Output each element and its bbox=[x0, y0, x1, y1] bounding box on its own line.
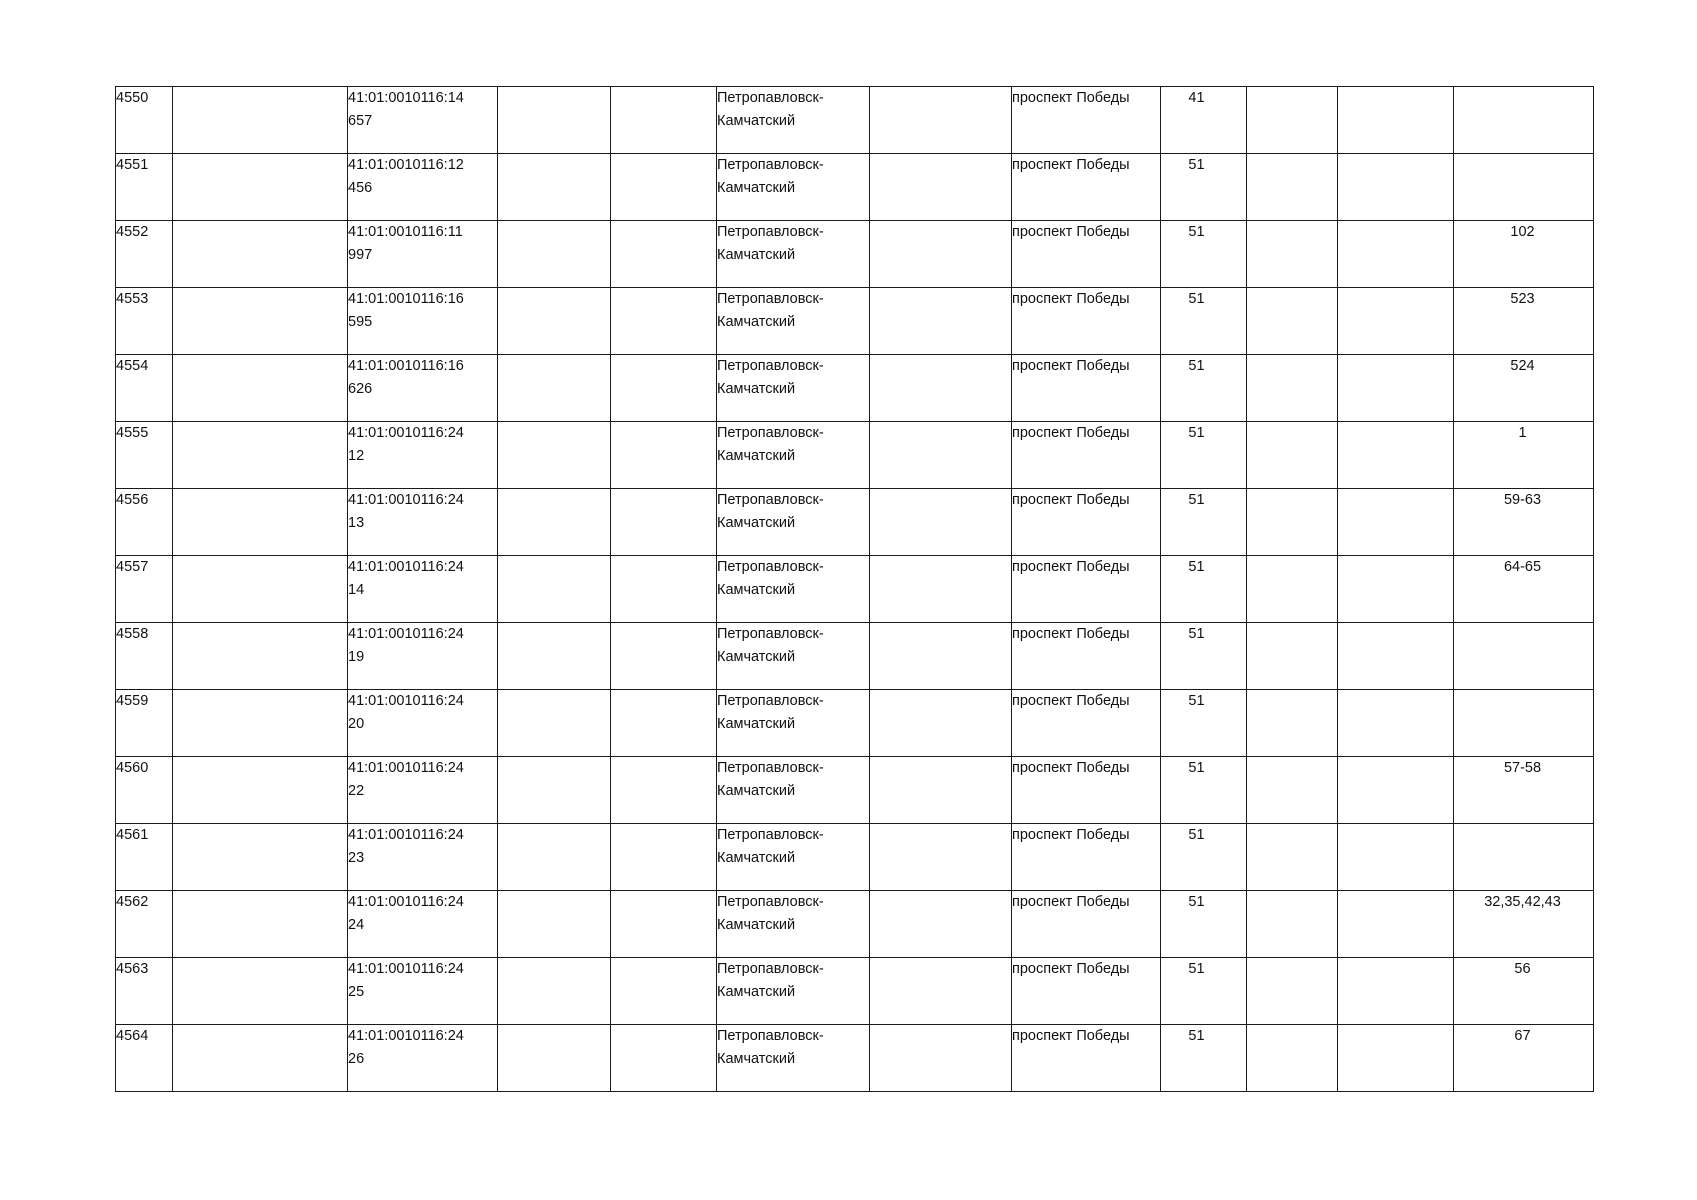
street-text: проспект Победы bbox=[1012, 157, 1130, 173]
empty-cell bbox=[173, 690, 348, 757]
street-cell bbox=[1012, 87, 1161, 154]
empty-cell bbox=[1247, 690, 1338, 757]
table-row bbox=[116, 757, 1594, 824]
street-cell bbox=[1012, 1025, 1161, 1092]
house-number-text: 51 bbox=[1188, 894, 1205, 910]
cadastral-number-cell bbox=[348, 489, 498, 556]
record-number-text: 4551 bbox=[116, 157, 149, 173]
city-text: Петропавловск- Камчатский bbox=[717, 425, 824, 464]
table-row bbox=[116, 1025, 1594, 1092]
empty-cell bbox=[173, 221, 348, 288]
apartment-text: 102 bbox=[1510, 224, 1535, 240]
house-number-cell bbox=[1161, 623, 1247, 690]
cadastral-number-text: 41:01:0010116:16 595 bbox=[348, 291, 464, 330]
cadastral-number-text: 41:01:0010116:24 20 bbox=[348, 693, 464, 732]
street-cell bbox=[1012, 489, 1161, 556]
city-text: Петропавловск- Камчатский bbox=[717, 894, 824, 933]
empty-cell bbox=[498, 556, 611, 623]
empty-cell bbox=[870, 757, 1012, 824]
empty-cell bbox=[611, 87, 717, 154]
record-number-cell bbox=[116, 288, 173, 355]
empty-cell bbox=[611, 489, 717, 556]
street-text: проспект Победы bbox=[1012, 693, 1130, 709]
apartment-cell bbox=[1454, 87, 1594, 154]
street-cell bbox=[1012, 154, 1161, 221]
record-number-text: 4556 bbox=[116, 492, 149, 508]
table-row bbox=[116, 355, 1594, 422]
city-text: Петропавловск- Камчатский bbox=[717, 626, 824, 665]
empty-cell bbox=[498, 690, 611, 757]
record-number-cell bbox=[116, 556, 173, 623]
empty-cell bbox=[173, 154, 348, 221]
empty-cell bbox=[1247, 556, 1338, 623]
empty-cell bbox=[1338, 154, 1454, 221]
table-row bbox=[116, 489, 1594, 556]
street-text: проспект Победы bbox=[1012, 358, 1130, 374]
cadastral-number-text: 41:01:0010116:11 997 bbox=[348, 224, 463, 263]
city-cell bbox=[717, 288, 870, 355]
empty-cell bbox=[498, 489, 611, 556]
empty-cell bbox=[611, 690, 717, 757]
empty-cell bbox=[611, 556, 717, 623]
city-cell bbox=[717, 154, 870, 221]
city-text: Петропавловск- Камчатский bbox=[717, 760, 824, 799]
apartment-text: 67 bbox=[1514, 1028, 1531, 1044]
apartment-text: 59-63 bbox=[1503, 492, 1542, 508]
empty-cell bbox=[1338, 422, 1454, 489]
empty-cell bbox=[498, 958, 611, 1025]
registry-table bbox=[115, 86, 1594, 1092]
city-text: Петропавловск- Камчатский bbox=[717, 693, 824, 732]
city-cell bbox=[717, 1025, 870, 1092]
cadastral-number-cell bbox=[348, 288, 498, 355]
record-number-text: 4562 bbox=[116, 894, 149, 910]
house-number-text: 51 bbox=[1188, 693, 1205, 709]
empty-cell bbox=[611, 824, 717, 891]
city-cell bbox=[717, 87, 870, 154]
empty-cell bbox=[1247, 355, 1338, 422]
cadastral-number-text: 41:01:0010116:24 13 bbox=[348, 492, 464, 531]
empty-cell bbox=[870, 422, 1012, 489]
table-row bbox=[116, 958, 1594, 1025]
empty-cell bbox=[1338, 757, 1454, 824]
empty-cell bbox=[870, 87, 1012, 154]
house-number-text: 41 bbox=[1188, 90, 1205, 106]
city-cell bbox=[717, 422, 870, 489]
table-row bbox=[116, 154, 1594, 221]
empty-cell bbox=[498, 824, 611, 891]
empty-cell bbox=[1338, 1025, 1454, 1092]
record-number-cell bbox=[116, 489, 173, 556]
city-cell bbox=[717, 221, 870, 288]
empty-cell bbox=[1338, 556, 1454, 623]
empty-cell bbox=[173, 891, 348, 958]
empty-cell bbox=[1247, 154, 1338, 221]
cadastral-number-text: 41:01:0010116:24 23 bbox=[348, 827, 464, 866]
cadastral-number-cell bbox=[348, 355, 498, 422]
empty-cell bbox=[1247, 288, 1338, 355]
empty-cell bbox=[1247, 824, 1338, 891]
table-row bbox=[116, 891, 1594, 958]
record-number-cell bbox=[116, 154, 173, 221]
empty-cell bbox=[1247, 87, 1338, 154]
city-cell bbox=[717, 958, 870, 1025]
apartment-cell bbox=[1454, 623, 1594, 690]
apartment-text: 64-65 bbox=[1503, 559, 1542, 575]
house-number-cell bbox=[1161, 958, 1247, 1025]
city-text: Петропавловск- Камчатский bbox=[717, 1028, 824, 1067]
city-text: Петропавловск- Камчатский bbox=[717, 358, 824, 397]
house-number-cell bbox=[1161, 1025, 1247, 1092]
cadastral-number-cell bbox=[348, 958, 498, 1025]
record-number-cell bbox=[116, 958, 173, 1025]
city-text: Петропавловск- Камчатский bbox=[717, 559, 824, 598]
street-cell bbox=[1012, 891, 1161, 958]
house-number-cell bbox=[1161, 824, 1247, 891]
empty-cell bbox=[870, 1025, 1012, 1092]
empty-cell bbox=[1247, 757, 1338, 824]
house-number-cell bbox=[1161, 87, 1247, 154]
street-cell bbox=[1012, 221, 1161, 288]
empty-cell bbox=[173, 1025, 348, 1092]
cadastral-number-cell bbox=[348, 154, 498, 221]
empty-cell bbox=[1338, 824, 1454, 891]
cadastral-number-text: 41:01:0010116:12 456 bbox=[348, 157, 464, 196]
empty-cell bbox=[611, 958, 717, 1025]
street-text: проспект Победы bbox=[1012, 1028, 1130, 1044]
record-number-cell bbox=[116, 422, 173, 489]
street-text: проспект Победы bbox=[1012, 760, 1130, 776]
street-text: проспект Победы bbox=[1012, 425, 1130, 441]
cadastral-number-cell bbox=[348, 824, 498, 891]
record-number-cell bbox=[116, 355, 173, 422]
street-text: проспект Победы bbox=[1012, 224, 1130, 240]
house-number-text: 51 bbox=[1188, 157, 1205, 173]
empty-cell bbox=[173, 489, 348, 556]
record-number-cell bbox=[116, 690, 173, 757]
table-row bbox=[116, 690, 1594, 757]
city-cell bbox=[717, 623, 870, 690]
empty-cell bbox=[498, 87, 611, 154]
house-number-cell bbox=[1161, 221, 1247, 288]
apartment-cell bbox=[1454, 355, 1594, 422]
apartment-cell bbox=[1454, 1025, 1594, 1092]
record-number-text: 4552 bbox=[116, 224, 149, 240]
record-number-text: 4561 bbox=[116, 827, 149, 843]
empty-cell bbox=[870, 355, 1012, 422]
house-number-text: 51 bbox=[1188, 1028, 1205, 1044]
table-row bbox=[116, 221, 1594, 288]
empty-cell bbox=[870, 958, 1012, 1025]
apartment-cell bbox=[1454, 422, 1594, 489]
street-cell bbox=[1012, 355, 1161, 422]
city-text: Петропавловск- Камчатский bbox=[717, 291, 824, 330]
cadastral-number-text: 41:01:0010116:24 19 bbox=[348, 626, 464, 665]
apartment-text: 1 bbox=[1518, 425, 1527, 441]
house-number-text: 51 bbox=[1188, 224, 1205, 240]
house-number-cell bbox=[1161, 891, 1247, 958]
record-number-text: 4554 bbox=[116, 358, 149, 374]
street-text: проспект Победы bbox=[1012, 894, 1130, 910]
city-cell bbox=[717, 891, 870, 958]
empty-cell bbox=[1338, 87, 1454, 154]
cadastral-number-cell bbox=[348, 690, 498, 757]
empty-cell bbox=[870, 489, 1012, 556]
empty-cell bbox=[1338, 623, 1454, 690]
house-number-text: 51 bbox=[1188, 358, 1205, 374]
record-number-text: 4555 bbox=[116, 425, 149, 441]
empty-cell bbox=[870, 690, 1012, 757]
empty-cell bbox=[1247, 958, 1338, 1025]
city-text: Петропавловск- Камчатский bbox=[717, 90, 824, 129]
cadastral-number-text: 41:01:0010116:14 657 bbox=[348, 90, 464, 129]
cadastral-number-text: 41:01:0010116:24 22 bbox=[348, 760, 464, 799]
empty-cell bbox=[498, 1025, 611, 1092]
house-number-text: 51 bbox=[1188, 559, 1205, 575]
empty-cell bbox=[611, 757, 717, 824]
empty-cell bbox=[611, 1025, 717, 1092]
cadastral-number-text: 41:01:0010116:24 24 bbox=[348, 894, 464, 933]
record-number-cell bbox=[116, 891, 173, 958]
house-number-cell bbox=[1161, 288, 1247, 355]
empty-cell bbox=[1338, 288, 1454, 355]
house-number-cell bbox=[1161, 355, 1247, 422]
street-text: проспект Победы bbox=[1012, 90, 1130, 106]
street-text: проспект Победы bbox=[1012, 961, 1130, 977]
city-cell bbox=[717, 757, 870, 824]
street-text: проспект Победы bbox=[1012, 559, 1130, 575]
table-row bbox=[116, 288, 1594, 355]
apartment-text: 32,35,42,43 bbox=[1484, 894, 1561, 910]
empty-cell bbox=[870, 288, 1012, 355]
apartment-cell bbox=[1454, 154, 1594, 221]
house-number-text: 51 bbox=[1188, 492, 1205, 508]
record-number-text: 4563 bbox=[116, 961, 149, 977]
house-number-cell bbox=[1161, 690, 1247, 757]
record-number-cell bbox=[116, 87, 173, 154]
city-text: Петропавловск- Камчатский bbox=[717, 827, 824, 866]
registry-rows bbox=[116, 87, 1594, 1092]
city-text: Петропавловск- Камчатский bbox=[717, 157, 824, 196]
record-number-cell bbox=[116, 824, 173, 891]
city-cell bbox=[717, 355, 870, 422]
cadastral-number-text: 41:01:0010116:24 12 bbox=[348, 425, 464, 464]
empty-cell bbox=[1247, 221, 1338, 288]
empty-cell bbox=[1338, 690, 1454, 757]
house-number-text: 51 bbox=[1188, 626, 1205, 642]
empty-cell bbox=[1338, 489, 1454, 556]
city-text: Петропавловск- Камчатский bbox=[717, 961, 824, 1000]
cadastral-number-cell bbox=[348, 422, 498, 489]
street-cell bbox=[1012, 958, 1161, 1025]
record-number-text: 4564 bbox=[116, 1028, 149, 1044]
apartment-text: 523 bbox=[1510, 291, 1535, 307]
cadastral-number-text: 41:01:0010116:24 26 bbox=[348, 1028, 464, 1067]
cadastral-number-cell bbox=[348, 221, 498, 288]
empty-cell bbox=[611, 355, 717, 422]
empty-cell bbox=[1338, 221, 1454, 288]
empty-cell bbox=[870, 221, 1012, 288]
empty-cell bbox=[1247, 891, 1338, 958]
cadastral-number-text: 41:01:0010116:24 25 bbox=[348, 961, 464, 1000]
table-row bbox=[116, 623, 1594, 690]
empty-cell bbox=[870, 824, 1012, 891]
empty-cell bbox=[173, 556, 348, 623]
street-cell bbox=[1012, 623, 1161, 690]
apartment-cell bbox=[1454, 489, 1594, 556]
record-number-text: 4553 bbox=[116, 291, 149, 307]
empty-cell bbox=[1247, 623, 1338, 690]
house-number-text: 51 bbox=[1188, 760, 1205, 776]
record-number-text: 4559 bbox=[116, 693, 149, 709]
empty-cell bbox=[870, 623, 1012, 690]
apartment-text: 56 bbox=[1514, 961, 1531, 977]
empty-cell bbox=[498, 623, 611, 690]
city-text: Петропавловск- Камчатский bbox=[717, 492, 824, 531]
empty-cell bbox=[173, 623, 348, 690]
record-number-text: 4558 bbox=[116, 626, 149, 642]
apartment-cell bbox=[1454, 221, 1594, 288]
empty-cell bbox=[498, 355, 611, 422]
empty-cell bbox=[611, 891, 717, 958]
house-number-cell bbox=[1161, 757, 1247, 824]
empty-cell bbox=[1247, 489, 1338, 556]
cadastral-number-cell bbox=[348, 891, 498, 958]
city-cell bbox=[717, 690, 870, 757]
empty-cell bbox=[1338, 891, 1454, 958]
empty-cell bbox=[611, 154, 717, 221]
apartment-cell bbox=[1454, 556, 1594, 623]
street-cell bbox=[1012, 757, 1161, 824]
apartment-cell bbox=[1454, 891, 1594, 958]
cadastral-number-text: 41:01:0010116:16 626 bbox=[348, 358, 464, 397]
table-row bbox=[116, 824, 1594, 891]
cadastral-number-text: 41:01:0010116:24 14 bbox=[348, 559, 464, 598]
street-cell bbox=[1012, 422, 1161, 489]
city-cell bbox=[717, 824, 870, 891]
cadastral-number-cell bbox=[348, 623, 498, 690]
empty-cell bbox=[870, 556, 1012, 623]
house-number-cell bbox=[1161, 489, 1247, 556]
empty-cell bbox=[173, 87, 348, 154]
empty-cell bbox=[173, 958, 348, 1025]
empty-cell bbox=[498, 288, 611, 355]
apartment-cell bbox=[1454, 757, 1594, 824]
apartment-cell bbox=[1454, 958, 1594, 1025]
empty-cell bbox=[1247, 1025, 1338, 1092]
street-text: проспект Победы bbox=[1012, 626, 1130, 642]
empty-cell bbox=[498, 757, 611, 824]
empty-cell bbox=[870, 154, 1012, 221]
house-number-text: 51 bbox=[1188, 827, 1205, 843]
record-number-cell bbox=[116, 1025, 173, 1092]
empty-cell bbox=[173, 355, 348, 422]
record-number-text: 4557 bbox=[116, 559, 149, 575]
record-number-cell bbox=[116, 221, 173, 288]
cadastral-number-cell bbox=[348, 1025, 498, 1092]
empty-cell bbox=[611, 288, 717, 355]
table-row bbox=[116, 87, 1594, 154]
house-number-text: 51 bbox=[1188, 961, 1205, 977]
empty-cell bbox=[611, 623, 717, 690]
house-number-text: 51 bbox=[1188, 425, 1205, 441]
street-text: проспект Победы bbox=[1012, 492, 1130, 508]
empty-cell bbox=[498, 891, 611, 958]
empty-cell bbox=[173, 422, 348, 489]
record-number-text: 4560 bbox=[116, 760, 149, 776]
apartment-cell bbox=[1454, 690, 1594, 757]
empty-cell bbox=[498, 422, 611, 489]
city-cell bbox=[717, 489, 870, 556]
cadastral-number-cell bbox=[348, 556, 498, 623]
cadastral-number-cell bbox=[348, 757, 498, 824]
empty-cell bbox=[173, 757, 348, 824]
apartment-text: 57-58 bbox=[1503, 760, 1542, 776]
empty-cell bbox=[498, 221, 611, 288]
street-text: проспект Победы bbox=[1012, 291, 1130, 307]
city-text: Петропавловск- Камчатский bbox=[717, 224, 824, 263]
apartment-text: 524 bbox=[1510, 358, 1535, 374]
house-number-text: 51 bbox=[1188, 291, 1205, 307]
house-number-cell bbox=[1161, 556, 1247, 623]
empty-cell bbox=[1338, 355, 1454, 422]
empty-cell bbox=[611, 422, 717, 489]
empty-cell bbox=[1247, 422, 1338, 489]
street-cell bbox=[1012, 690, 1161, 757]
empty-cell bbox=[173, 824, 348, 891]
empty-cell bbox=[498, 154, 611, 221]
empty-cell bbox=[870, 891, 1012, 958]
house-number-cell bbox=[1161, 154, 1247, 221]
record-number-cell bbox=[116, 623, 173, 690]
street-text: проспект Победы bbox=[1012, 827, 1130, 843]
apartment-cell bbox=[1454, 288, 1594, 355]
record-number-text: 4550 bbox=[116, 90, 149, 106]
house-number-cell bbox=[1161, 422, 1247, 489]
cadastral-number-cell bbox=[348, 87, 498, 154]
city-cell bbox=[717, 556, 870, 623]
street-cell bbox=[1012, 288, 1161, 355]
apartment-cell bbox=[1454, 824, 1594, 891]
record-number-cell bbox=[116, 757, 173, 824]
street-cell bbox=[1012, 824, 1161, 891]
empty-cell bbox=[611, 221, 717, 288]
table-row bbox=[116, 556, 1594, 623]
empty-cell bbox=[173, 288, 348, 355]
street-cell bbox=[1012, 556, 1161, 623]
empty-cell bbox=[1338, 958, 1454, 1025]
table-row bbox=[116, 422, 1594, 489]
